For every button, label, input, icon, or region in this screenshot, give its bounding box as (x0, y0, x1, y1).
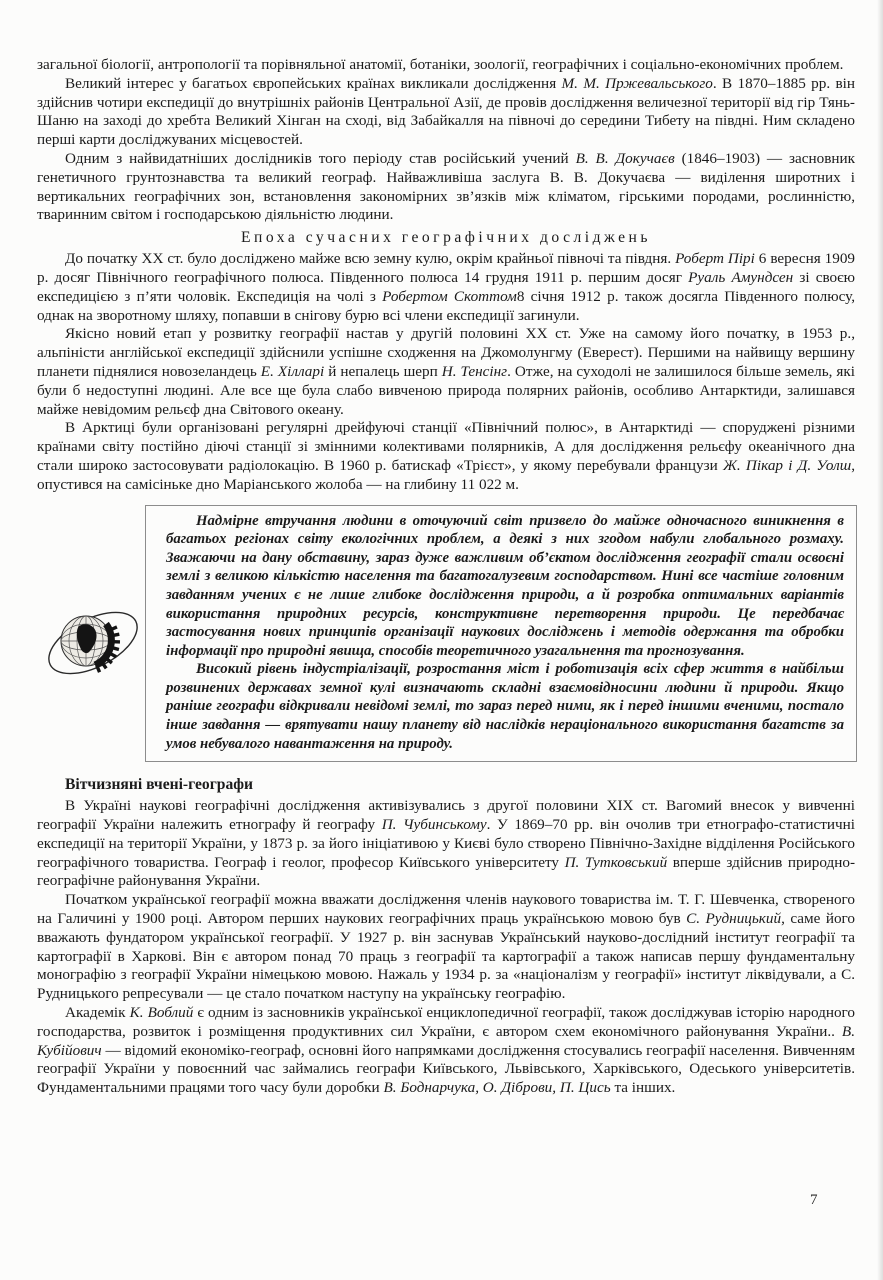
body-paragraph: Академік К. Воблий є одним із засновників української енциклопедичної географії, також досліджував історію народного господарства, розвиток і розміщення продуктивних сил України, є автором схем економічного районування України.. В. Кубійович — відомий економіко-географ, основні його напрямками дослідження стосувались географії населення. Вивченням географії України у повоєнний час займались географи Київського, Львівського, Харківського, Одеського університетів. Фундаментальними працями того часу були доробки В. Боднарчука, О. Діброви, П. Цись та інших. (37, 1004, 855, 1097)
subsection-heading: Вітчизняні вчені-географи (65, 776, 254, 794)
body-paragraph: загальної біології, антропології та порівняльної анатомії, ботаніки, зоології, географічних і соціально-економічних проблем. (37, 56, 844, 73)
body-paragraph: До початку XX ст. було досліджено майже всю земну кулю, окрім крайньої півночі та півдня. Роберт Пірі 6 вересня 1909 р. досяг Північного географічного полюса. Південного полюса 14 грудня 1911 р. першим досяг Руаль Амундсен зі своєю експедицією з п’яти чоловік. Експедиція на чолі з Робертом Скоттом8 січня 1912 р. також досягла Південного полюсу, однак на зворотному шляху, попавши в снігову бурю всі члени експедиції загинули. (37, 250, 856, 324)
box-paragraph: Надмірне втручання людини в оточуючий світ призвело до майже одночасного виникнення в багатьох регіонах світу екологічних проблем, а деякі з них згодом набули глобального розмаху. Зважаючи на дану обставину, зараз дуже важливим об’єктом дослідження географії стали освоєні землі з великою кількістю населення та багатогалузевим господарством. Нині все частіше головним завданням учених є не лише глибоке дослідження природи, а й розробка оптимальних варіантів використання природних ресурсів, конструктивне перетворення природи. Це передбачає застосування нових принципів організації наукових досліджень і методів одержання та обробки інформації про природні явища, способів теоретичного узагальнення та прогнозування. (166, 512, 844, 659)
highlight-box (145, 505, 857, 763)
section-heading: Епоха сучасних географічних досліджень (241, 229, 651, 247)
body-paragraph: Початком української географії можна вважати дослідження членів наукового товариства ім. Т. Г. Шевченка, створеного на Галичині у 1900 році. Автором перших наукових географічних праць українською мовою був С. Рудницький, саме його вважають фундатором української географії. У 1927 р. він заснував Український науково-дослідний інститут географії та картографії в Харкові. Він є автором понад 70 праць з географії та картографії а також написав першу фундаментальну монографію з географії України німецькою мовою. Нажаль у 1934 р. за «націоналізм у географії» інститут ліквідували, а С. Рудницького репресували — це стало початком наступу на українську географію. (37, 891, 856, 1003)
box-paragraph: Високий рівень індустріалізації, розростання міст і роботизація всіх сфер життя в найбільш розвинених державах земної кулі визначають складні взаємовідносини людини й природи. Якщо раніше географи відкривали невідомі землі, то зараз перед ними, як і перед іншими вченими, постало інше завдання — врятувати нашу планету від наслідків нераціонального використання багатств за умов небувалого навантаження на природу. (166, 661, 844, 752)
body-paragraph: В Україні наукові географічні дослідження активізувались з другої половини XIX ст. Вагомий внесок у вивченні географії України належить етнографу й географу П. Чубинському. У 1869–70 рр. він очолив три етнографо-статистичні експедиції на території України, у 1873 р. за його ініціативою у Києві було створено Північно-Західне відділення Російського географічного товариства. Географ і геолог, професор Київського університету П. Тутковський вперше здійснив природно-географічне районування України. (37, 797, 855, 890)
body-paragraph: Великий інтерес у багатьох європейських країнах викликали дослідження М. М. Пржевальського. В 1870–1885 рр. він здійснив чотири експедиції до внутрішніх районів Центральної Азії, де провів дослідження величезної території від гір Тянь-Шаню на заході до хребта Великий Хінган на сході, від Забайкалля на півночі до середини Тибету на півдні. Ним складено перші карти досліджуваних місцевостей. (37, 74, 856, 149)
globe-orbit-gear-icon (43, 594, 143, 694)
text-column (37, 56, 855, 1098)
scan-edge-shadow (877, 0, 883, 1280)
body-paragraph: В Арктиці були організовані регулярні дрейфуючі станції «Північний полюс», в Антарктиді — споруджені різними країнами світу постійно діючі станції зі змінними колективами полярників, А для дослідження рельєфу океанічного дна стали широко застосовувати радіолокацію. В 1960 р. батискаф «Трієст», у якому перебували французи Ж. Пікар і Д. Уолш, опустився на самісіньке дно Маріанського жолоба — на глибину 11 022 м. (37, 419, 855, 493)
body-paragraph: Якісно новий етап у розвитку географії настав у другій половині XX ст. Уже на самому його початку, в 1953 р., альпіністи англійської експедиції здійснили успішне сходження на Джомолунгму (Еверест). Першими на найвищу вершину планети піднялися новозеландець Е. Хілларі й непалець шерп Н. Тенсінг. Отже, на суходолі не залишилося більше земель, які були б недоступні людині. Але все ще була слабо вивченою природа полярних районів, особливо Антарктиди, залишався майже невідомим рельєф дна Світового океану. (37, 325, 855, 418)
page-number: 7 (810, 1192, 818, 1208)
body-paragraph: Одним з найвидатніших дослідників того періоду став російський учений В. В. Докучаєв (1846–1903) — засновник генетичного грунтознавства та великий географ. Найважливіша заслуга В. В. Докучаєва — виділення широтних і вертикальних географічних зон, встановлення закономірних зв’язків між кліматом, гірськими породами, рослинністю, тваринним світом і господарською діяльністю людини. (37, 149, 856, 224)
